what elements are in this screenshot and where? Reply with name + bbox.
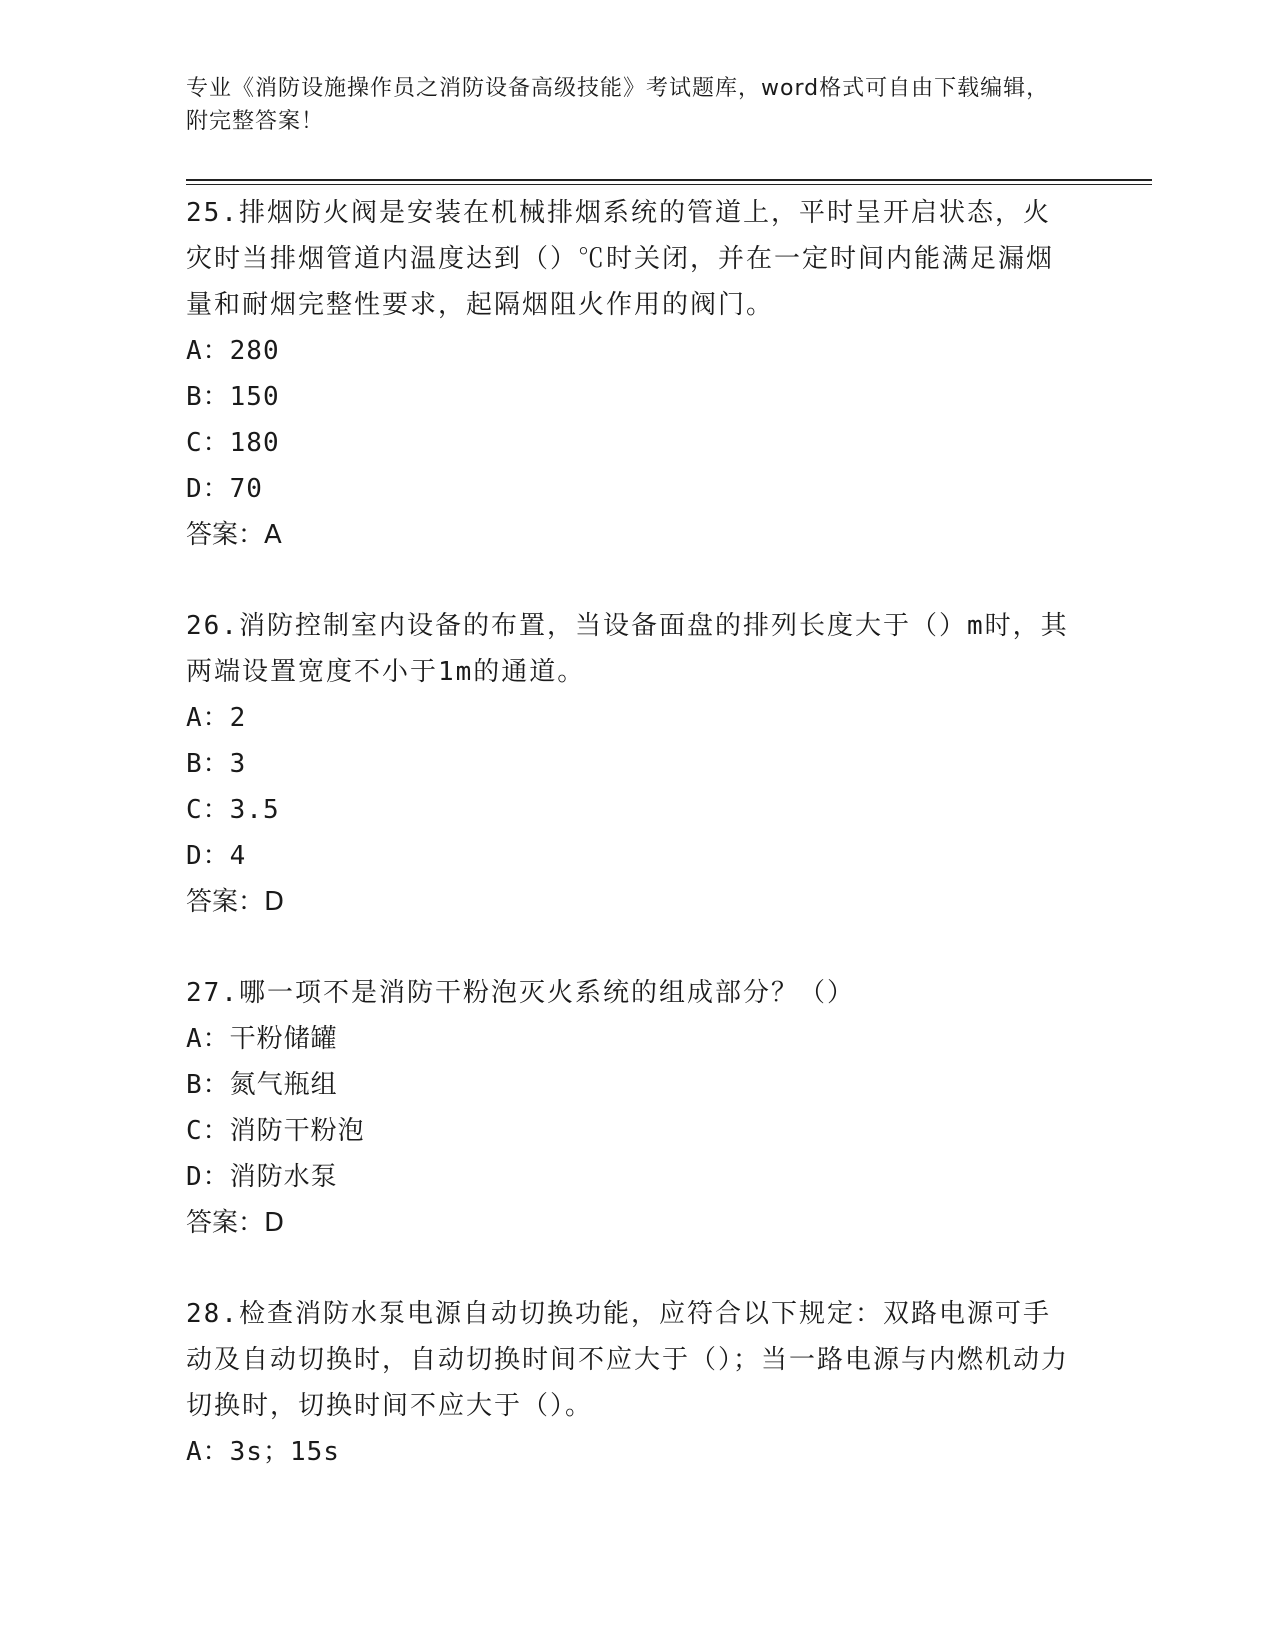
question-26 <box>186 603 1076 925</box>
question-28 <box>186 1291 1076 1475</box>
answer: 答案：D <box>186 1208 285 1238</box>
document-header: 专业《消防设施操作员之消防设备高级技能》考试题库，word格式可自由下载编辑，附完整答案！ <box>186 76 1050 134</box>
option-a: A：280 <box>186 336 280 366</box>
header-rule-thick <box>186 179 1152 181</box>
option-c: C：3.5 <box>186 795 280 825</box>
spacer <box>186 1246 1076 1291</box>
option-a: A：干粉储罐 <box>186 1024 338 1054</box>
option-d: D：4 <box>186 841 247 871</box>
header-rule-thin <box>186 184 1152 185</box>
option-a: A：2 <box>186 703 247 733</box>
question-list <box>186 190 1076 1475</box>
question-text: 27.哪一项不是消防干粉泡灭火系统的组成部分？（） <box>186 978 855 1008</box>
spacer <box>186 925 1076 970</box>
option-b: B：氮气瓶组 <box>186 1070 338 1100</box>
question-25 <box>186 190 1076 558</box>
answer: 答案：A <box>186 520 282 550</box>
option-d: D：70 <box>186 474 263 504</box>
question-text: 25.排烟防火阀是安装在机械排烟系统的管道上，平时呈开启状态，火灾时当排烟管道内温度达到（）℃时关闭，并在一定时间内能满足漏烟量和耐烟完整性要求，起隔烟阻火作用的阀门。 <box>186 198 1055 320</box>
option-d: D：消防水泵 <box>186 1162 338 1192</box>
question-text: 26.消防控制室内设备的布置，当设备面盘的排列长度大于（）m时，其两端设置宽度不小于1m的通道。 <box>186 611 1069 687</box>
question-text: 28.检查消防水泵电源自动切换功能，应符合以下规定：双路电源可手动及自动切换时，自动切换时间不应大于（）；当一路电源与内燃机动力切换时，切换时间不应大于（）。 <box>186 1299 1070 1421</box>
question-27 <box>186 970 1076 1246</box>
option-c: C：180 <box>186 428 280 458</box>
option-a: A：3s；15s <box>186 1437 340 1467</box>
answer: 答案：D <box>186 887 285 917</box>
option-c: C：消防干粉泡 <box>186 1116 365 1146</box>
option-b: B：150 <box>186 382 280 412</box>
option-b: B：3 <box>186 749 247 779</box>
spacer <box>186 558 1076 603</box>
